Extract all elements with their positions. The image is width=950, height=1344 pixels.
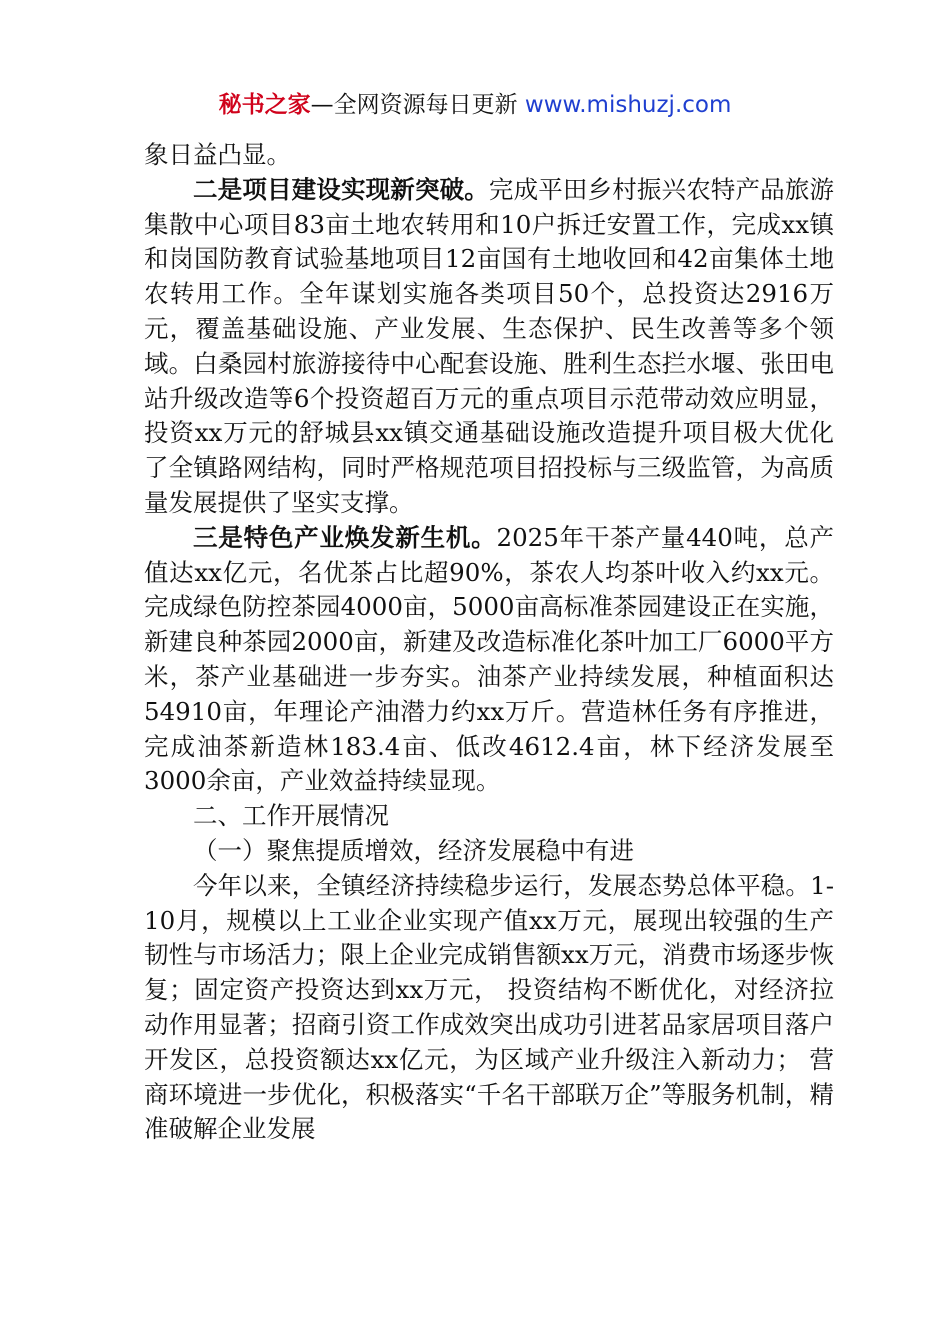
subsection-heading-text: （一）聚焦提质增效，经济发展稳中有进 <box>193 835 634 865</box>
site-url[interactable]: www.mishuzj.com <box>524 92 732 118</box>
paragraph-text: 2025年干茶产量440吨，总产值达xx亿元，名优茶占比超90%，茶农人均茶叶收入约xx元。完成绿色防控茶园4000亩，5000亩高标准茶园建设正在实施，新建良种茶园2000亩，新建及改造标准化茶叶加工厂6000平方米，茶产业基础进一步夯实。油茶产业持续发展，种植面积达54910亩，年理论产油潜力约xx万斤。营造林任务有序推进，完成油茶新造林183.4亩、低改4612.4亩，林下经济发展至3000余亩，产业效益持续显现。 <box>144 522 834 796</box>
paragraph-project-construction <box>144 173 834 521</box>
paragraph-special-industry <box>144 521 834 799</box>
paragraph-continuation <box>144 138 834 173</box>
subsection-heading <box>144 834 834 869</box>
paragraph-lead: 三是特色产业焕发新生机。 <box>193 522 497 552</box>
paragraph-lead: 二是项目建设实现新突破。 <box>193 174 489 204</box>
paragraph-text: 完成平田乡村振兴农特产品旅游集散中心项目83亩土地农转用和10户拆迁安置工作，完成xx镇和岗国防教育试验基地项目12亩国有土地收回和42亩集体土地农转用工作。全年谋划实施各类项目50个，总投资达2916万元，覆盖基础设施、产业发展、生态保护、民生改善等多个领域。白桑园村旅游接待中心配套设施、胜利生态拦水堰、张田电站升级改造等6个投资超百万元的重点项目示范带动效应明显，投资xx万元的舒城县xx镇交通基础设施改造提升项目极大优化了全镇路网结构，同时严格规范项目招投标与三级监管，为高质量发展提供了坚实支撑。 <box>144 174 835 517</box>
site-header <box>0 88 950 122</box>
paragraph-text: 今年以来，全镇经济持续稳步运行，发展态势总体平稳。1-10月，规模以上工业企业实现产值xx万元，展现出较强的生产韧性与市场活力；限上企业完成销售额xx万元，消费市场逐步恢复；固定资产投资达到xx万元， 投资结构不断优化，对经济拉动作用显著；招商引资工作成效突出成功引进茗品家居项目落户开发区，总投资额达xx亿元，为区域产业升级注入新动力； 营商环境进一步优化，积极落实“千名干部联万企”等服务机制，精准破解企业发展 <box>144 870 834 1144</box>
site-brand: 秘书之家 <box>218 92 311 118</box>
section-heading <box>144 799 834 834</box>
section-heading-text: 二、工作开展情况 <box>193 801 389 831</box>
paragraph-text: 象日益凸显。 <box>144 140 291 169</box>
document-body <box>144 138 834 1147</box>
site-tagline: —全网资源每日更新 <box>310 92 525 118</box>
paragraph-economy <box>144 869 834 1147</box>
